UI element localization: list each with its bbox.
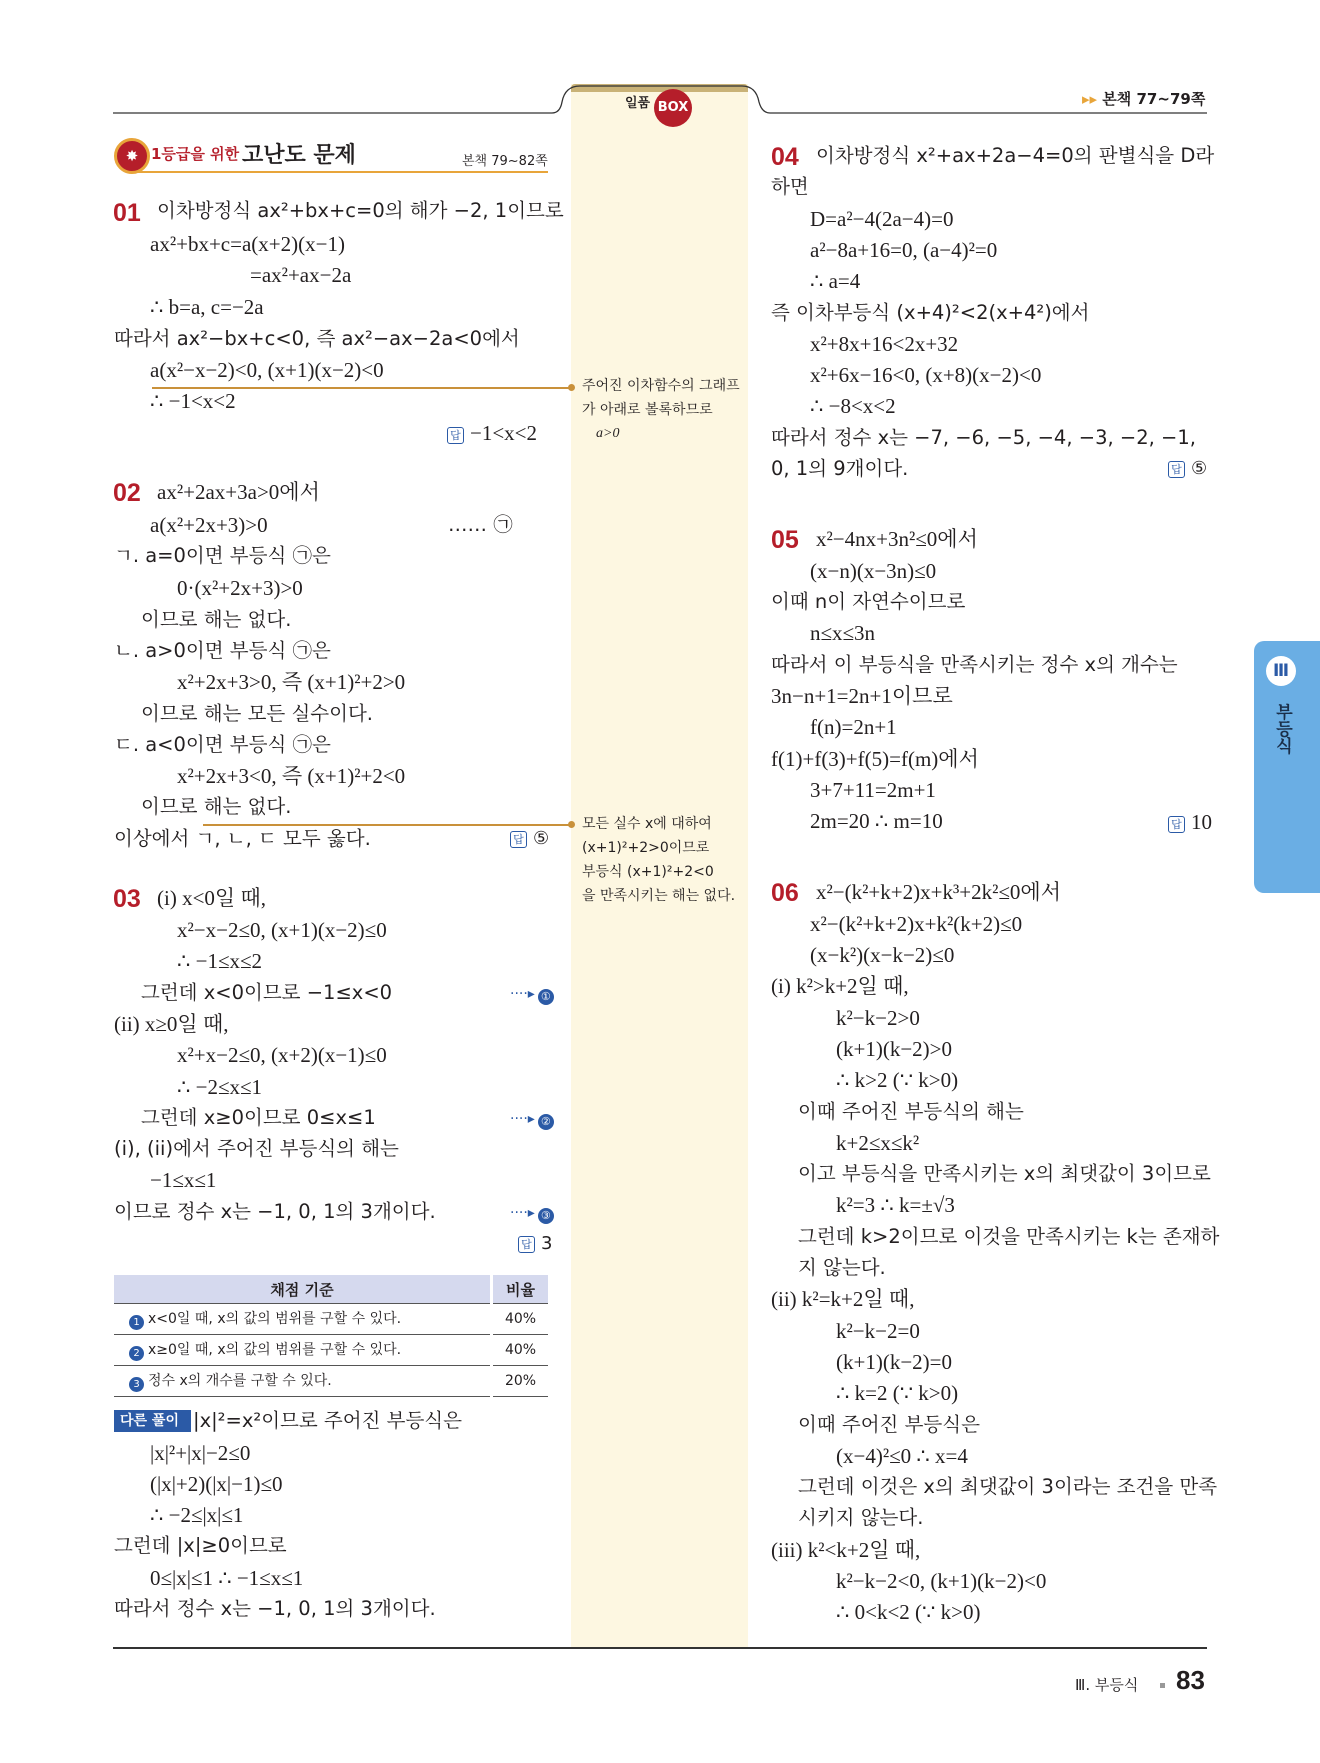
leader-line (203, 824, 573, 826)
p02-answer: 답 ⑤ (510, 825, 549, 853)
p01-line: ∴ b=a, c=−2a (150, 295, 264, 319)
p06-line: (i) k²>k+2일 때, (771, 974, 909, 998)
p01-line: 이차방정식 ax²+bx+c=0의 해가 −2, 1이므로 (157, 199, 564, 222)
p05-line: f(n)=2n+1 (810, 715, 897, 739)
p06-line: x²−(k²+k+2)x+k³+2k²≤0에서 (816, 880, 1061, 904)
box-badge: BOX (654, 89, 692, 127)
step-number-icon: 1 (129, 1315, 144, 1330)
p06-line: 그런데 이것은 x의 최댓값이 3이라는 조건을 만족 (798, 1475, 1218, 1498)
leader-line (152, 387, 572, 389)
p06-line: ∴ k>2 (∵ k>0) (836, 1068, 959, 1092)
scoring-table (114, 1275, 548, 1397)
p04-line: 0, 1의 9개이다. (771, 457, 909, 480)
answer-icon: 답 (447, 427, 464, 444)
box-prefix: 일품 (625, 96, 651, 111)
p05-line: 2m=20 ∴ m=10 (810, 809, 943, 833)
p02-line: ㄱ. a=0이면 부등식 ㉠은 (114, 544, 331, 567)
table-row (114, 1366, 548, 1397)
leader-dot (568, 821, 575, 828)
table-header-cell: 채점 기준 (114, 1275, 492, 1304)
p06-line: 이때 주어진 부등식은 (798, 1413, 980, 1436)
p03-line: ∴ −2≤x≤1 (177, 1075, 263, 1099)
p01-line: ax²+bx+c=a(x+2)(x−1) (150, 232, 345, 256)
footer-chapter: Ⅲ. 부등식 (1075, 1676, 1139, 1694)
table-header (114, 1275, 548, 1304)
p03-line: (i), (ii)에서 주어진 부등식의 해는 (114, 1137, 399, 1160)
chapter-side-tab[interactable] (1254, 641, 1320, 893)
alt-line: 0≤|x|≤1 ∴ −1≤x≤1 (150, 1566, 304, 1590)
section-icon: ✸ (114, 138, 150, 174)
p02-line: 이상에서 ㄱ, ㄴ, ㄷ 모두 옳다. (114, 827, 371, 850)
step-marker: ····▸ ③ (510, 1205, 554, 1224)
p02-line: …… ㉠ (448, 513, 513, 536)
problem-number-06: 06 (771, 879, 799, 907)
p06-line: k²−k−2<0, (k+1)(k−2)<0 (836, 1569, 1047, 1593)
p05-line: 이때 n이 자연수이므로 (771, 590, 966, 613)
table-cell: 40% (492, 1335, 549, 1366)
step-number-icon: 3 (129, 1377, 144, 1392)
answer-icon: 답 (510, 831, 527, 848)
table-row (114, 1335, 548, 1366)
p02-line: ㄴ. a>0이면 부등식 ㉠은 (114, 639, 331, 662)
double-arrow-icon: ▸▸ (1082, 90, 1098, 108)
p06-line: k+2≤x≤k² (836, 1131, 920, 1155)
chapter-number: Ⅲ (1266, 656, 1296, 686)
p02-line: ㄷ. a<0이면 부등식 ㉠은 (114, 733, 331, 756)
p03-line: 그런데 x<0이므로 −1≤x<0 (141, 981, 393, 1004)
p06-line: 지 않는다. (798, 1256, 886, 1279)
page-number: 83 (1176, 1665, 1205, 1695)
p06-line: k²=3 ∴ k=±√3 (836, 1193, 955, 1217)
section-ref: 본책 79~82쪽 (462, 154, 548, 169)
p03-line: x²−x−2≤0, (x+1)(x−2)≤0 (177, 918, 387, 942)
p05-line: n≤x≤3n (810, 621, 876, 645)
step-marker: ····▸ ② (510, 1111, 554, 1130)
p05-line: (x−n)(x−3n)≤0 (810, 559, 937, 583)
table-row (114, 1304, 548, 1335)
p04-line: x²+6x−16<0, (x+8)(x−2)<0 (810, 363, 1042, 387)
p02-line: 이므로 해는 없다. (141, 608, 292, 631)
p06-line: (iii) k²<k+2일 때, (771, 1538, 921, 1562)
table-cell: x<0일 때, x의 값의 범위를 구할 수 있다. (148, 1311, 402, 1327)
p06-line: k²−k−2>0 (836, 1006, 920, 1030)
step-number-icon: 2 (129, 1346, 144, 1361)
p04-answer: 답 ⑤ (1168, 455, 1207, 483)
p05-line: 3n−n+1=2n+1이므로 (771, 684, 953, 708)
p05-line: 따라서 이 부등식을 만족시키는 정수 x의 개수는 (771, 653, 1178, 676)
step-marker: ····▸ ① (510, 986, 554, 1005)
p05-answer: 답 10 (1168, 808, 1212, 838)
p04-line: ∴ −8<x<2 (810, 394, 896, 418)
side-note-2: 모든 실수 x에 대하여 (x+1)²+2>0이므로 부등식 (x+1)²+2<0 을 만족시키는 해는 없다. (582, 816, 736, 904)
p06-line: 그런데 k>2이므로 이것을 만족시키는 k는 존재하 (798, 1225, 1220, 1248)
p04-line: a²−8a+16=0, (a−4)²=0 (810, 238, 998, 262)
p05-line: f(1)+f(3)+f(5)=f(m)에서 (771, 747, 979, 771)
p06-line: ∴ 0<k<2 (∵ k>0) (836, 1600, 981, 1624)
answer-icon: 답 (518, 1236, 535, 1253)
alt-line: |x|²+|x|−2≤0 (150, 1441, 251, 1465)
alt-solution-badge: 다른 풀이 (114, 1410, 191, 1432)
p03-line: 그런데 x≥0이므로 0≤x≤1 (141, 1106, 376, 1129)
p03-line: 이므로 정수 x는 −1, 0, 1의 3개이다. (114, 1200, 436, 1223)
p06-line: k²−k−2=0 (836, 1319, 920, 1343)
p06-line: x²−(k²+k+2)x+k²(k+2)≤0 (810, 912, 1023, 936)
leader-dot (568, 384, 575, 391)
table-cell: x≥0일 때, x의 값의 범위를 구할 수 있다. (148, 1342, 402, 1358)
p06-line: (k+1)(k−2)=0 (836, 1350, 953, 1374)
p02-line: a(x²+2x+3)>0 (150, 513, 268, 537)
table-cell: 20% (492, 1366, 549, 1397)
p05-line: x²−4nx+3n²≤0에서 (816, 527, 978, 551)
section-badge: 1등급을 위한 (151, 145, 240, 163)
reference-page-top: ▸▸ 본책 77~79쪽 (1082, 90, 1206, 108)
table-cell: 40% (492, 1304, 549, 1335)
answer-icon: 답 (1168, 816, 1185, 833)
problem-number-02: 02 (113, 479, 141, 507)
table-cell: 정수 x의 개수를 구할 수 있다. (148, 1373, 332, 1389)
p06-line: 시키지 않는다. (798, 1506, 924, 1529)
alt-line: 따라서 정수 x는 −1, 0, 1의 3개이다. (114, 1597, 436, 1620)
p04-line: 즉 이차부등식 (x+4)²<2(x+4²)에서 (771, 301, 1090, 324)
p01-answer: 답 −1<x<2 (447, 419, 537, 449)
p04-line: 따라서 정수 x는 −7, −6, −5, −4, −3, −2, −1, (771, 426, 1196, 449)
p06-line: (x−4)²≤0 ∴ x=4 (836, 1444, 968, 1468)
p04-line: D=a²−4(2a−4)=0 (810, 207, 954, 231)
p04-line: ∴ a=4 (810, 269, 861, 293)
p05-line: 3+7+11=2m+1 (810, 778, 936, 802)
p03-answer: 답 3 (518, 1230, 552, 1258)
answer-icon: 답 (1168, 461, 1185, 478)
section-underline (131, 171, 548, 173)
p03-line: (i) x<0일 때, (157, 886, 266, 910)
p06-line: 이고 부등식을 만족시키는 x의 최댓값이 3이므로 (798, 1162, 1211, 1185)
p04-line: 하면 (771, 175, 809, 198)
p01-line: a(x²−x−2)<0, (x+1)(x−2)<0 (150, 358, 384, 382)
p01-line: ∴ −1<x<2 (150, 389, 236, 413)
section-title: 고난도 문제 (242, 143, 356, 168)
problem-number-01: 01 (113, 199, 141, 227)
p06-line: (ii) k²=k+2일 때, (771, 1287, 915, 1311)
alt-line: 그런데 |x|≥0이므로 (114, 1534, 287, 1557)
alt-line: (|x|+2)(|x|−1)≤0 (150, 1472, 283, 1496)
p04-line: 이차방정식 x²+ax+2a−4=0의 판별식을 D라 (816, 144, 1215, 167)
p02-line: x²+2x+3>0, 즉 (x+1)²+2>0 (177, 670, 406, 694)
p02-line: 이므로 해는 모든 실수이다. (141, 702, 374, 725)
p06-line: ∴ k=2 (∵ k>0) (836, 1381, 959, 1405)
p02-line: 0·(x²+2x+3)>0 (177, 576, 303, 600)
problem-number-03: 03 (113, 885, 141, 913)
alt-line: |x|²=x²이므로 주어진 부등식은 (193, 1409, 462, 1432)
p06-line: (x−k²)(x−k−2)≤0 (810, 943, 955, 967)
problem-number-05: 05 (771, 526, 799, 554)
p02-line: x²+2x+3<0, 즉 (x+1)²+2<0 (177, 764, 406, 788)
p03-line: x²+x−2≤0, (x+2)(x−1)≤0 (177, 1043, 387, 1067)
side-note-1: 주어진 이차함수의 그래프 가 아래로 볼록하므로 a>0 (582, 378, 740, 441)
chapter-label: 부등식 (1272, 703, 1292, 754)
p03-line: ∴ −1≤x≤2 (177, 949, 263, 973)
p06-line: (k+1)(k−2)>0 (836, 1037, 953, 1061)
p03-line: (ii) x≥0일 때, (114, 1012, 229, 1036)
p01-line: 따라서 ax²−bx+c<0, 즉 ax²−ax−2a<0에서 (114, 327, 520, 350)
problem-number-04: 04 (771, 143, 799, 171)
p02-line: ax²+2ax+3a>0에서 (157, 480, 320, 504)
footer-rule (113, 1647, 1207, 1649)
p04-line: x²+8x+16<2x+32 (810, 332, 959, 356)
p02-line: 이므로 해는 없다. (141, 795, 292, 818)
table-header-cell: 비율 (492, 1275, 549, 1304)
p06-line: 이때 주어진 부등식의 해는 (798, 1100, 1024, 1123)
footer-separator (1160, 1683, 1165, 1688)
alt-line: ∴ −2≤|x|≤1 (150, 1503, 244, 1527)
p03-line: −1≤x≤1 (150, 1168, 217, 1192)
p01-line: =ax²+ax−2a (250, 263, 352, 287)
